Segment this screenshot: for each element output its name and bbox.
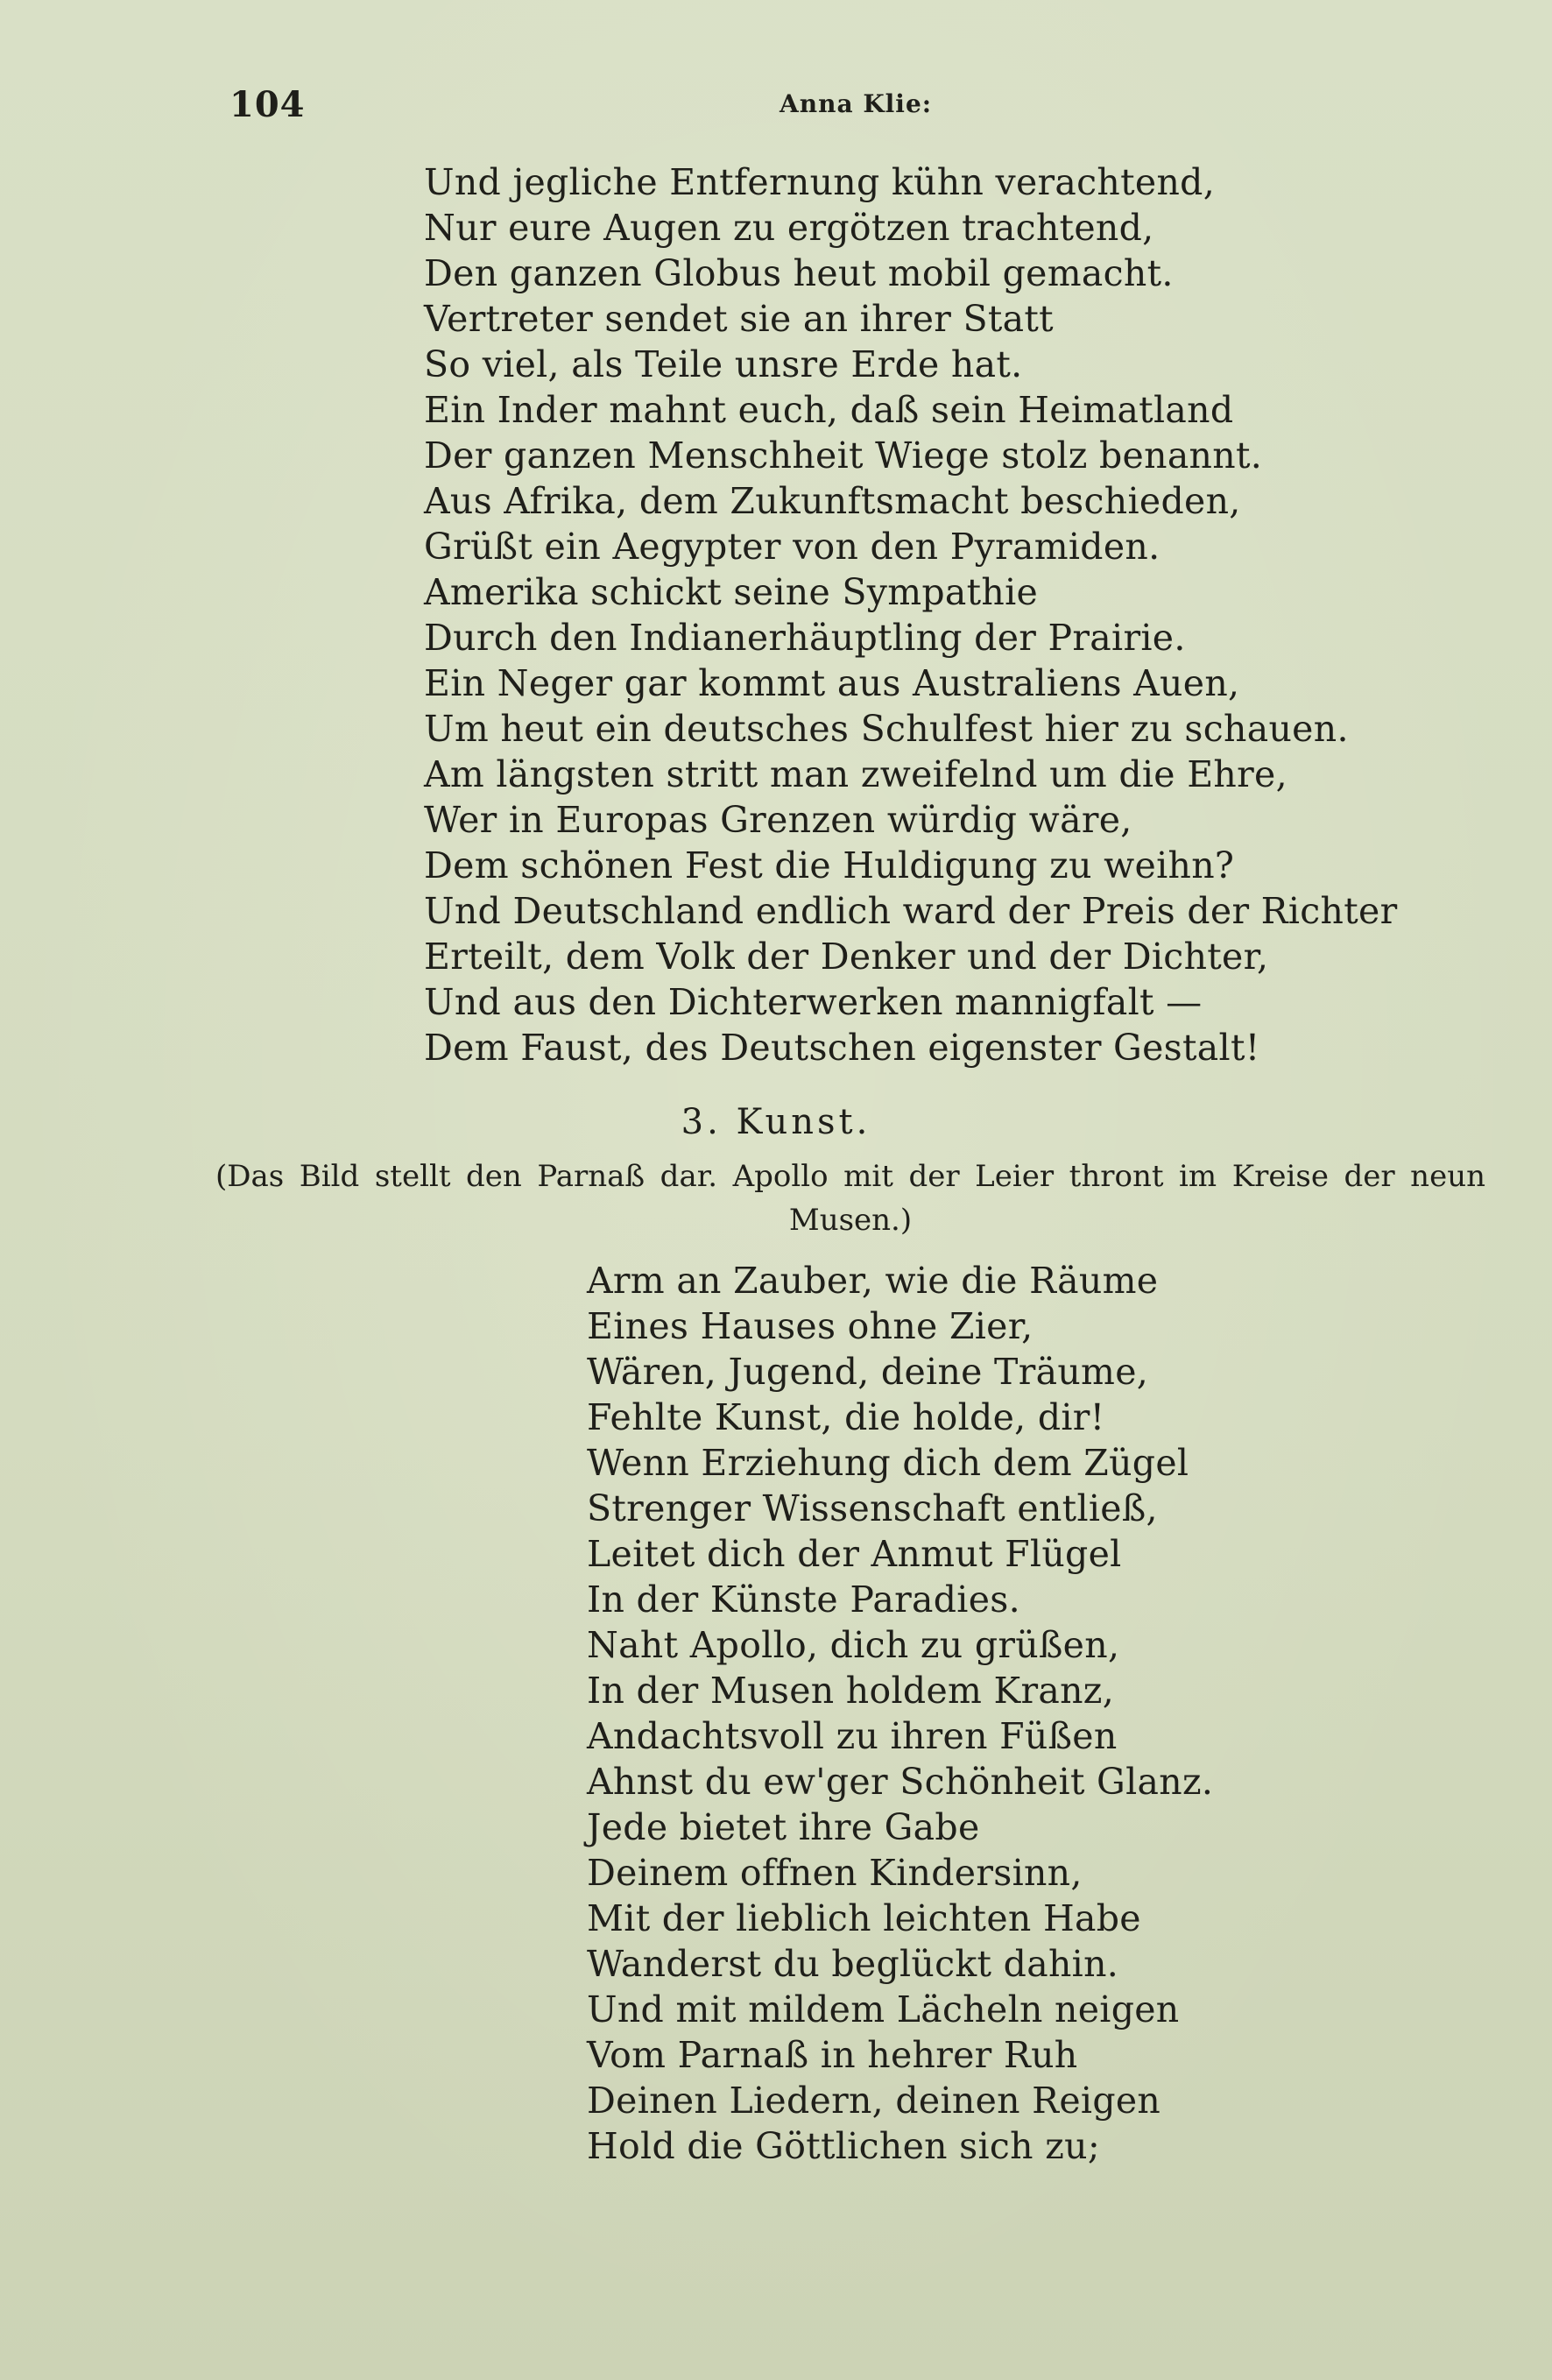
verse-line: Naht Apollo, dich zu grüßen,	[587, 1624, 1120, 1666]
verse-line: Dem schönen Fest die Huldigung zu weihn?	[424, 844, 1235, 886]
verse-line: Ahnst du ew'ger Schönheit Glanz.	[587, 1761, 1214, 1803]
verse-line: Und Deutschland endlich ward der Preis der Richter	[424, 890, 1398, 932]
verse-line: Ein Neger gar kommt aus Australiens Auen,	[424, 662, 1240, 704]
section-heading: 3. Kunst.	[681, 1102, 871, 1142]
verse-line: Arm an Zauber, wie die Räume	[587, 1260, 1159, 1302]
verse-line: Eines Hauses ohne Zier,	[587, 1305, 1033, 1347]
verse-line: Mit der lieblich leichten Habe	[587, 1897, 1141, 1939]
running-head: Anna Klie:	[780, 89, 933, 118]
verse-line: Jede bietet ihre Gabe	[587, 1806, 980, 1848]
verse-line: Andachtsvoll zu ihren Füßen	[587, 1715, 1118, 1757]
verse-line: Fehlte Kunst, die holde, dir!	[587, 1396, 1105, 1438]
verse-line: Deinen Liedern, deinen Reigen	[587, 2080, 1161, 2122]
verse-line: Grüßt ein Aegypter von den Pyramiden.	[424, 526, 1160, 568]
verse-line: Ein Inder mahnt euch, daß sein Heimatland	[424, 389, 1234, 431]
verse-line: Und mit mildem Lächeln neigen	[587, 1988, 1180, 2030]
verse-line: Erteilt, dem Volk der Denker und der Dichter,	[424, 936, 1269, 978]
stage-direction: (Das Bild stellt den Parnaß dar. Apollo mit der Leier thront im Kreise der neun Musen.)	[215, 1159, 1485, 1238]
verse-line: Leitet dich der Anmut Flügel	[587, 1533, 1122, 1575]
verse-line: In der Künste Paradies.	[587, 1578, 1020, 1621]
verse-line: Der ganzen Menschheit Wiege stolz benannt.	[424, 434, 1263, 477]
page-header	[0, 84, 1552, 137]
verse-line: Durch den Indianerhäuptling der Prairie.	[424, 617, 1186, 659]
poem-stanza-1	[424, 159, 1397, 1070]
verse-line: Hold die Göttlichen sich zu;	[587, 2125, 1100, 2167]
verse-line: Strenger Wissenschaft entließ,	[587, 1487, 1158, 1529]
verse-line: Um heut ein deutsches Schulfest hier zu schauen.	[424, 708, 1349, 750]
verse-line: Wären, Jugend, deine Träume,	[587, 1351, 1149, 1393]
verse-line: Wenn Erziehung dich dem Zügel	[587, 1442, 1189, 1484]
verse-line: In der Musen holdem Kranz,	[587, 1670, 1115, 1712]
poem-stanza-2	[587, 1258, 1213, 2169]
verse-line: Vertreter sendet sie an ihrer Statt	[424, 298, 1054, 340]
verse-line: Amerika schickt seine Sympathie	[424, 571, 1039, 613]
verse-line: Und aus den Dichterwerken mannigfalt —	[424, 981, 1203, 1023]
verse-line: So viel, als Teile unsre Erde hat.	[424, 343, 1023, 385]
verse-line: Aus Afrika, dem Zukunftsmacht beschieden,	[424, 480, 1241, 522]
verse-line: Und jegliche Entfernung kühn verachtend,	[424, 161, 1216, 203]
verse-line: Am längsten stritt man zweifelnd um die Ehre,	[424, 753, 1287, 795]
verse-line: Deinem offnen Kindersinn,	[587, 1852, 1083, 1894]
verse-line: Nur eure Augen zu ergötzen trachtend,	[424, 207, 1154, 249]
verse-line: Wanderst du beglückt dahin.	[587, 1943, 1119, 1985]
verse-line: Dem Faust, des Deutschen eigenster Gestalt!	[424, 1027, 1260, 1069]
verse-line: Den ganzen Globus heut mobil gemacht.	[424, 252, 1174, 294]
page-number: 104	[229, 84, 306, 125]
verse-line: Vom Parnaß in hehrer Ruh	[587, 2034, 1078, 2076]
verse-line: Wer in Europas Grenzen würdig wäre,	[424, 799, 1132, 841]
